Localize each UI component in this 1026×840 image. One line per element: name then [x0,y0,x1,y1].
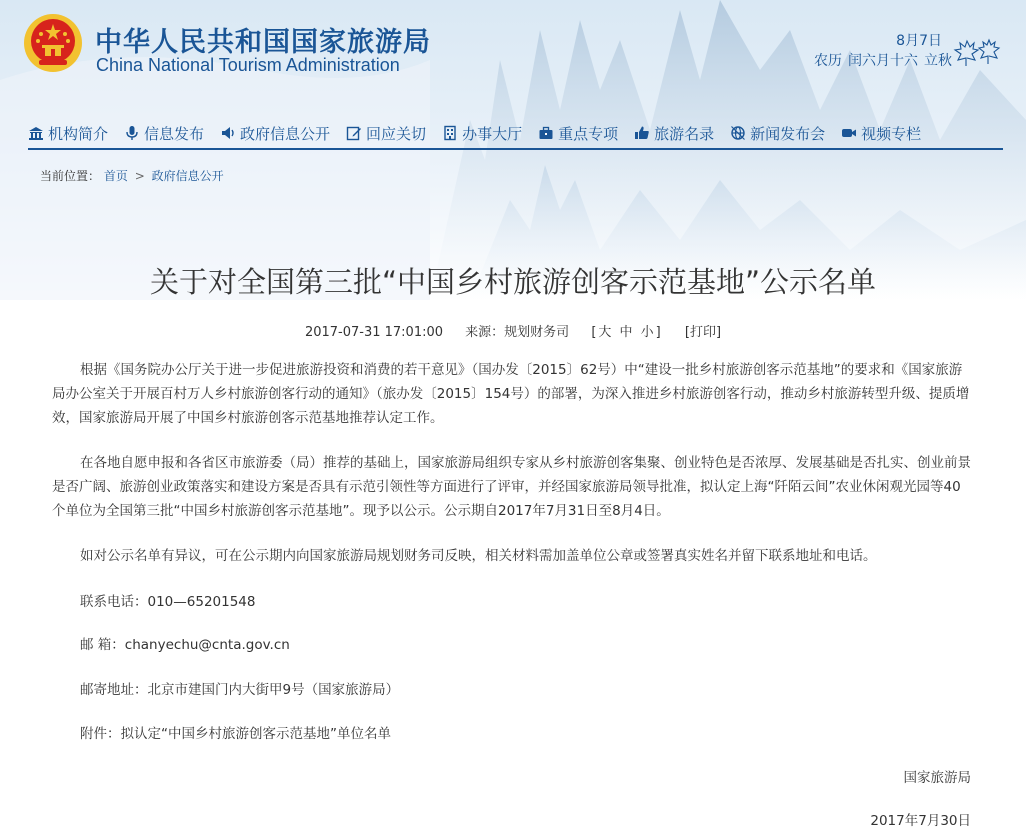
attachment-link[interactable]: 附件：拟认定“中国乡村旅游创客示范基地”单位名单 [80,726,391,742]
breadcrumb-home-link[interactable]: 首页 [103,169,128,183]
nav-item-tourism-directory[interactable] [634,118,714,148]
microphone-icon [124,125,140,141]
nav-item-press-conference[interactable] [730,118,825,148]
nav-item-service-hall[interactable] [442,118,522,148]
nav-item-label: 信息发布 [144,124,205,143]
nav-item-label: 重点专项 [558,124,619,143]
nav-item-video-column[interactable] [841,118,921,148]
national-emblem-icon [22,12,84,74]
nav-item-info-release[interactable] [124,118,204,148]
speaker-icon [220,125,236,141]
breadcrumb-current-link[interactable]: 政府信息公开 [151,169,224,183]
nav-item-label: 办事大厅 [462,124,523,143]
nav-item-agency-intro[interactable] [28,118,108,148]
article-source: 来源：规划财务司 [465,325,570,340]
solar-term: 立秋 [924,53,952,69]
building-icon [28,125,44,141]
article-paragraph-2: 在各地自愿申报和各省区市旅游委（局）推荐的基础上，国家旅游局组织专家从乡村旅游创客集聚、创业特色是否浓厚、发展基础是否扎实、创业前景是否广阔、旅游创业政策落实和建设方案是否具有示范引领性等方面进行了评审，并经国家旅游局领导批准，拟认定上海“阡陌云间”农业休闲观光园等40个单位为全国第三批“中国乡村旅游创客示范基地”。现予以公示。公示期自2017年7月31日至8月4日。 [52,455,971,519]
nav-item-label: 视频专栏 [861,124,922,143]
lunar-label: 农历 [814,53,842,69]
contact-email: 邮 箱：chanyechu@cnta.gov.cn [80,637,290,653]
nav-item-label: 旅游名录 [654,124,715,143]
lunar-date: 闰六月十六 [848,53,918,69]
article-objection-notice: 如对公示名单有异议，可在公示期内向国家旅游局规划财务司反映，相关材料需加盖单位公章或签署真实姓名并留下联系地址和电话。 [80,548,877,564]
nav-item-label: 回应关切 [366,124,427,143]
sign-date: 2017年7月30日 [870,813,971,829]
article-datetime: 2017-07-31 17:01:00 [304,325,444,340]
nav-item-key-projects[interactable] [538,118,618,148]
maple-leaf-icon [952,38,1002,72]
font-size-switcher[interactable]: [大 中 小] [591,325,663,340]
mailing-address: 邮寄地址：北京市建国门内大街甲9号（国家旅游局） [80,682,400,698]
contact-phone: 联系电话：010—65201548 [80,594,256,610]
print-link[interactable]: [打印] [684,325,722,340]
thumbs-up-icon [634,125,650,141]
breadcrumb-label: 当前位置： [40,169,101,183]
breadcrumb [40,167,224,184]
site-title-chinese[interactable]: 中华人民共和国国家旅游局 [95,27,431,58]
main-navigation [28,118,1003,150]
solar-date: 8月7日 [896,33,942,49]
nav-item-response[interactable] [346,118,426,148]
article-paragraph-1: 根据《国务院办公厅关于进一步促进旅游投资和消费的若干意见》（国办发〔2015〕62号）中“建设一批乡村旅游创客示范基地”的要求和《国家旅游局办公室关于开展百村万人乡村旅游创客行动的通知》（旅办发〔2015〕154号）的部署，为深入推进乡村旅游创客行动，推动乡村旅游转型升级、提质增效，国家旅游局开展了中国乡村旅游创客示范基地推荐认定工作。 [52,362,970,426]
nav-item-label: 政府信息公开 [240,124,331,143]
site-title-english[interactable]: China National Tourism Administration [96,55,400,75]
globe-icon [730,125,746,141]
article-meta [0,321,1026,340]
nav-item-gov-info-public[interactable] [220,118,330,148]
lunar-date-line [808,50,952,70]
signer: 国家旅游局 [903,770,971,786]
office-icon [442,125,458,141]
breadcrumb-separator: > [134,169,145,183]
video-icon [841,125,857,141]
nav-item-label: 新闻发布会 [750,124,826,143]
nav-item-label: 机构简介 [48,124,109,143]
briefcase-icon [538,125,554,141]
edit-icon [346,125,362,141]
article-title: 关于对全国第三批“中国乡村旅游创客示范基地”公示名单 [149,265,877,299]
